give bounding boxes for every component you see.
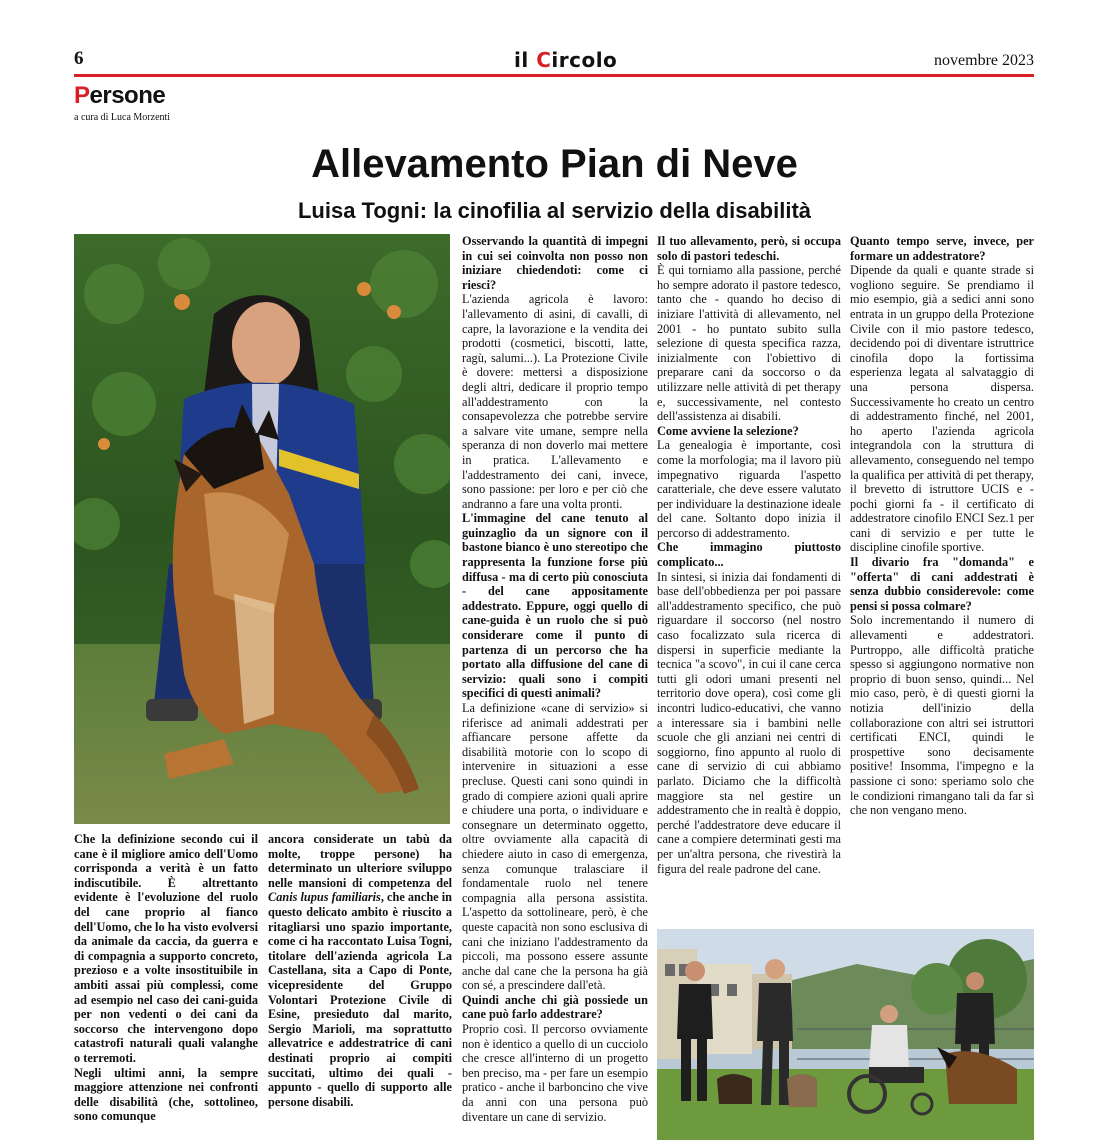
question-8: Il divario fra "domanda" e "offerta" di cani addestrati è senza dubbio considerevole: come pensi si possa colmare?	[850, 555, 1034, 613]
section-editor: a cura di Luca Morzenti	[74, 112, 171, 123]
photo-group-with-dogs	[657, 929, 1034, 1140]
answer-4: È qui torniamo alla passione, perché ho sempre adorato il pastore tedesco, tanto che - quando ho deciso di iniziare l'attività di allevamento, nel 2001 - ho puntato subito sulla selezione di questa specifica razza, inizialmente con l'obiettivo di preparare cani da soccorso o da utilizzare nelle attività di pet therapy e, successivamente, nel contesto dell'assistenza ai disabili.	[657, 263, 841, 424]
photo-woman-with-dog	[74, 234, 450, 824]
masthead-accent: C	[536, 48, 552, 72]
question-2: L'immagine del cane tenuto al guinzaglio da un signore con il bastone bianco è uno stereotipo che rappresenta la funzione forse più diffusa - ma di certo più conosciuta - del cane appositamente addestrato. Eppure, oggi quello di cane-guida è un ruolo che si può considerare come il punto di partenza di un percorso che ha portato alla diffusione del cane di servizio: quali sono i compiti specifici di questi animali?	[462, 511, 648, 701]
photo-woman-with-dog-illustration	[74, 234, 450, 824]
issue-date: novembre 2023	[934, 52, 1034, 69]
header-rule	[74, 74, 1034, 77]
question-4: Il tuo allevamento, però, si occupa solo di pastori tedeschi.	[657, 234, 841, 263]
column-4	[657, 234, 841, 922]
section-title	[74, 82, 165, 110]
answer-1: L'azienda agricola è lavoro: l'allevamento di asini, di cavalli, di capre, la lavorazione e la vendita dei prodotti (cosmetici, biscotti, latte, ragù, salumi...). La Protezione Civile è dovere: mettersi a disposizione degli altri, dedicare il proprio tempo all'addestramento con la consapevolezza che potrebbe servire a salvare vite umane, sempre nella speranza di non doverlo mai mettere in pratica. L'allevamento e l'addestramento dei cani, invece, sono passione: per loro e per ciò che andranno a fare una volta pronti.	[462, 292, 648, 511]
article-headline: Allevamento Pian di Neve	[311, 142, 798, 186]
answer-6: In sintesi, si inizia dai fondamenti di base dell'obbedienza per poi passare all'addestramento specifico, che può riguardare il soccorso (nel nostro caso focalizzato sula ricerca di dispersi in superficie mediante la tecnica "a scovo", in cui il cane cerca tutti gli odori umani presenti nel territorio dove opera), così come gli incontri ludico-educativi, che vanno a interessare sia i bambini nelle scuole che gli anziani nei centri di soggiorno, fino appunto al ruolo di cane di servizio di cui abbiamo parlato. Diciamo che la difficoltà maggiore sta nel gestire un addestramento che in realtà è doppio, perché l'addestratore deve educare il cane a compiere determinati gesti ma per un'altra persona, che rivestirà la figura del reale padrone del cane.	[657, 569, 841, 876]
intro-paragraph-3	[268, 832, 452, 1109]
question-3: Quindi anche chi già possiede un cane può farlo addestrare?	[462, 992, 648, 1022]
section-title-initial: P	[74, 82, 90, 109]
masthead-logo	[514, 48, 617, 72]
answer-3: Proprio così. Il percorso ovviamente non è identico a quello di un cucciolo che cresce all'interno di un progetto ben preciso, ma - per fare un esempio pratico - anche il barboncino che vive da anni con una persona può diventare un cane di servizio.	[462, 1022, 648, 1124]
section-title-rest: ersone	[89, 82, 166, 109]
masthead-rest: ircolo	[551, 48, 618, 72]
question-1: Osservando la quantità di impegni in cui sei coinvolta non posso non iniziare chiedendoti: come ci riesci?	[462, 234, 648, 292]
question-6: Che immagino piuttosto complicato...	[657, 540, 841, 570]
question-7: Quanto tempo serve, invece, per formare un addestratore?	[850, 234, 1034, 263]
answer-7: Dipende da quali e quante strade si vogliono seguire. Se prendiamo il mio esempio, già a sedici anni sono entrata in un gruppo della Protezione Civile con il mio pastore tedesco, decidendo poi di diventare istruttrice cinofila dopo la fortissima esperienza legata al salvataggio di una persona dispersa. Successivamente ho creato un centro di addestramento finché, nel 2001, ho aperto l'azienda agricola integrandola con la struttura di allevamento, conseguendo nel tempo la qualifica per attività di pet therapy, il brevetto di istruttore UCIS e - pochi giorni fa - il certificato di addestratore cinofilo ENCI Sez.1 per cani di servizio e per tutte le discipline cinofile sportive.	[850, 263, 1034, 555]
page-number: 6	[74, 48, 84, 69]
column-3	[462, 234, 648, 1142]
masthead-prefix: il	[514, 48, 537, 72]
intro-paragraph-1: Che la definizione secondo cui il cane è il migliore amico dell'Uomo corrisponda a verità è un fatto indiscutibile. È altrettanto evidente è l'evoluzione del ruolo del cane proprio al fianco dell'Uomo, che lo ha visto evolversi da animale da caccia, da guerra e di compagnia a supporto concreto, prezioso e a volte insostituibile in ambiti assai più complessi, come ad esempio nel caso dei cani-guida per non vedenti o dei cani da soccorso che intervengono dopo catastrofi naturali quali valanghe o terremoti.	[74, 832, 258, 1065]
question-5: Come avviene la selezione?	[657, 423, 799, 438]
answer-8: Solo incrementando il numero di allevamenti e addestratori. Purtroppo, alle difficoltà pratiche spesso si aggiungono normative non proprio di buon senso, quindi... Nel mio caso, però, è di questi giorni la notizia dell'inizio della collaborazione con altri sei istruttori certificati ENCI, quindi le prospettive sono decisamente positive! Insomma, l'impegno e la passione ci sono: speriamo solo che le condizioni rimangano tali da far sì che non vengano meno.	[850, 613, 1034, 818]
intro-paragraph-2: Negli ultimi anni, la sempre maggiore attenzione nei confronti delle disabilità (che, sottolineo, sono comunque	[74, 1065, 258, 1124]
column-1	[74, 832, 258, 1142]
article-subheadline: Luisa Togni: la cinofilia al servizio della disabilità	[297, 198, 812, 223]
intro-paragraph-3b: , che anche in questo delicato ambito è riuscito a ritagliarsi uno spazio importante, come ci ha raccontato Luisa Togni, titolare dell'azienda agricola La Castellana, sita a Capo di Ponte, vicepresidente del Gruppo Volontari Protezione Civile di Esine, presieduto dal marito, Sergio Marioli, ma soprattutto allevatrice e addestratrice di cani destinati proprio ai compiti succitati, ultimo dei quali - appunto - quello di supporto alle persone disabili.	[268, 890, 452, 1109]
intro-paragraph-3a: ancora considerate un tabù da molte, troppe persone) ha determinato un ulteriore sviluppo nelle mansioni di competenza del	[268, 832, 452, 890]
species-name: Canis lupus familiaris	[268, 890, 381, 905]
answer-5: La genealogia è importante, così come la morfologia; ma il lavoro più impegnativo riguarda l'aspetto caratteriale, che deve essere valutato per individuare la destinazione ideale del cane. Soltanto dopo inizia il percorso di addestramento.	[657, 438, 841, 540]
photo-group-with-dogs-illustration	[657, 929, 1034, 1140]
column-5	[850, 234, 1034, 922]
column-2	[268, 832, 452, 1142]
answer-2: La definizione «cane di servizio» si riferisce ad animali addestrati per affiancare persone affette da disabilità motorie con lo scopo di intervenire in situazioni a esse precluse. Questi cani sono quindi in grado di compiere azioni quali aprire e chiudere una porta, o individuare e consegnare un determinato oggetto, oltre ovviamente alla capacità di chiedere aiuto in caso di emergenza, senza comunque tralasciare il fondamentale ruolo nel tenere compagnia alla persona assistita. L'aspetto da sottolineare, però, è che queste capacità non sono esclusiva di cani che iniziano l'addestramento da piccoli, ma possono essere assunte anche dal cane che la persona ha già con sé, a prescindere dall'età.	[462, 701, 648, 993]
